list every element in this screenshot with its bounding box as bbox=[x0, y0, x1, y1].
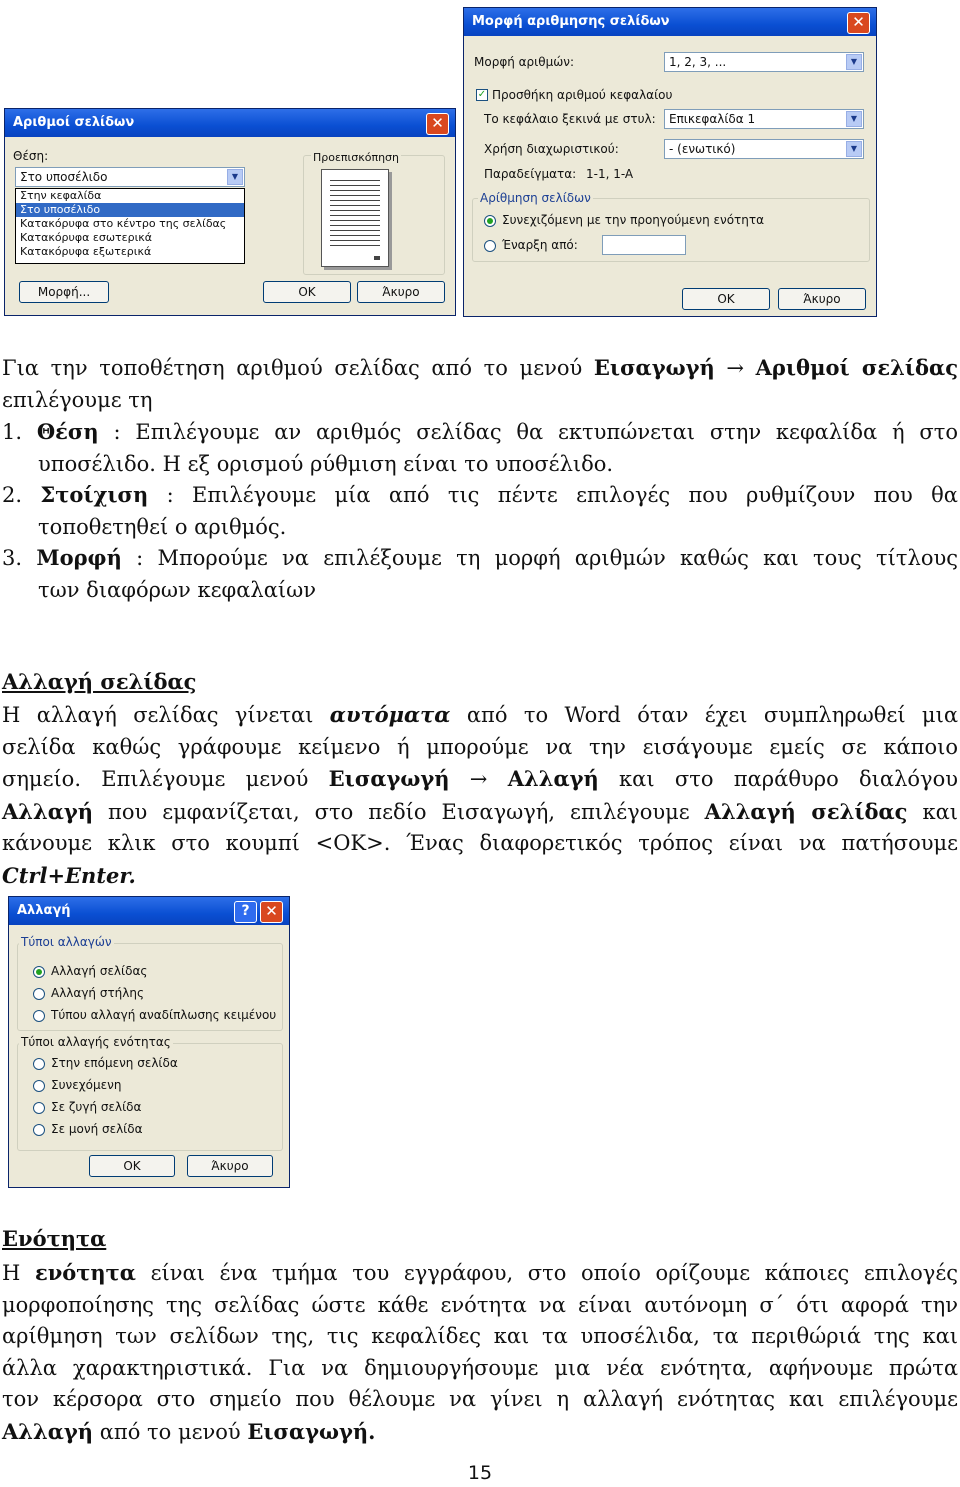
title-bar bbox=[464, 8, 876, 36]
title-bar bbox=[5, 109, 455, 137]
break-dialog bbox=[8, 896, 290, 1188]
section-types-label: Τύποι αλλαγής ενότητας bbox=[21, 1035, 171, 1049]
position-options-list bbox=[15, 188, 245, 264]
chapter-start-select[interactable] bbox=[664, 109, 864, 129]
item-text: : Επιλέγουμε μία από τις πέντε επιλογές που ρυθμίζουν που θα bbox=[148, 483, 958, 507]
item-text-cont: τοποθετηθεί ο αριθμός. bbox=[38, 514, 287, 539]
item-term: Θέση bbox=[36, 419, 99, 444]
ok-button[interactable]: OK bbox=[682, 288, 770, 310]
option-header[interactable]: Στην κεφαλίδα bbox=[20, 189, 102, 202]
section-paragraph bbox=[2, 1257, 958, 1448]
next-page-radio[interactable] bbox=[33, 1058, 45, 1070]
odd-page-radio[interactable] bbox=[33, 1124, 45, 1136]
option-footer[interactable]: Στο υποσέλιδο bbox=[16, 203, 244, 217]
auto-term: αυτόματα bbox=[329, 702, 451, 727]
option-vertical-center[interactable]: Κατακόρυφα στο κέντρο της σελίδας bbox=[20, 217, 227, 230]
arrow: → bbox=[449, 767, 508, 791]
page-number-format-dialog bbox=[463, 7, 877, 317]
text: κάνουμε κλικ στο κουμπί <OK>. Ένας διαφορετικός τρόπος είναι να πατήσουμε bbox=[2, 831, 958, 855]
chapter-start-label: Το κεφάλαιο ξεκινά με στυλ: bbox=[484, 112, 656, 126]
section-heading: Ενότητα bbox=[2, 1226, 107, 1251]
text: από το Word όταν έχει συμπληρωθεί μια bbox=[450, 703, 959, 727]
position-value: Στο υποσέλιδο bbox=[20, 170, 108, 184]
text: αρίθμηση των σελίδων της, τις κεφαλίδες και τα υποσέλιδα, τα περιθώριά της και bbox=[2, 1324, 958, 1348]
help-icon[interactable]: ? bbox=[234, 901, 257, 923]
start-at-input[interactable] bbox=[602, 235, 686, 255]
menu-insert: Εισαγωγή. bbox=[247, 1418, 376, 1444]
intro-text-2: επιλέγουμε τη bbox=[2, 387, 153, 412]
column-break-label: Αλλαγή στήλης bbox=[51, 986, 145, 1000]
text: που εμφανίζεται, στο πεδίο Εισαγωγή, επιλέγουμε bbox=[93, 799, 705, 824]
separator-select[interactable] bbox=[664, 139, 864, 159]
item-number: 1. bbox=[2, 420, 23, 444]
arrow: → bbox=[726, 356, 744, 380]
preview-page bbox=[321, 169, 389, 267]
preview-label: Προεπισκόπηση bbox=[313, 151, 399, 164]
page-break-radio[interactable] bbox=[33, 966, 45, 978]
item-text-cont: των διαφόρων κεφαλαίων bbox=[38, 577, 317, 602]
item-text: : Επιλέγουμε αν αριθμός σελίδας θα εκτυπώνεται στην κεφαλίδα ή στο bbox=[98, 420, 958, 444]
text: Η bbox=[2, 1261, 35, 1285]
dialog-title: Αριθμοί σελίδων bbox=[13, 115, 135, 130]
cancel-button[interactable]: Άκυρο bbox=[357, 281, 445, 303]
position-label: Θέση: bbox=[13, 149, 49, 163]
text: από το μενού bbox=[93, 1419, 248, 1444]
text: σημείο. Επιλέγουμε μενού bbox=[2, 767, 329, 791]
page-break-paragraph bbox=[2, 699, 958, 892]
page-number: 15 bbox=[467, 1462, 493, 1484]
title-bar bbox=[9, 897, 289, 925]
intro-text: Για την τοποθέτηση αριθμού σελίδας από το μενού bbox=[2, 356, 594, 380]
format-value: 1, 2, 3, ... bbox=[669, 55, 727, 69]
chevron-down-icon[interactable]: ▼ bbox=[846, 141, 862, 157]
option-vertical-inside[interactable]: Κατακόρυφα εσωτερικά bbox=[20, 231, 153, 244]
even-page-label: Σε ζυγή σελίδα bbox=[51, 1100, 142, 1114]
start-at-radio[interactable] bbox=[484, 240, 496, 252]
include-chapter-label: Προσθήκη αριθμού κεφαλαίου bbox=[492, 88, 673, 102]
intro-paragraph bbox=[2, 352, 958, 416]
page-break-term: Αλλαγή σελίδας bbox=[704, 798, 908, 824]
dialog-title: Αλλαγή bbox=[17, 903, 71, 918]
menu-insert: Εισαγωγή bbox=[328, 766, 450, 791]
dialog-title: Μορφή αριθμησης σελίδων bbox=[472, 14, 670, 29]
cancel-button[interactable]: Άκυρο bbox=[187, 1155, 273, 1177]
menu-break: Αλλαγή bbox=[2, 1418, 94, 1444]
section-term: ενότητα bbox=[34, 1260, 136, 1285]
dialog-break-term: Αλλαγή bbox=[2, 798, 94, 824]
menu-page-numbers: Αριθμοί σελίδας bbox=[755, 355, 958, 380]
start-at-label: Έναρξη από: bbox=[502, 238, 578, 252]
list-item-3 bbox=[2, 542, 958, 606]
position-select[interactable] bbox=[15, 167, 245, 187]
include-chapter-checkbox[interactable]: ✓ bbox=[477, 89, 487, 100]
menu-break: Αλλαγή bbox=[507, 766, 599, 791]
format-label: Μορφή αριθμών: bbox=[474, 55, 575, 69]
menu-insert: Εισαγωγή bbox=[593, 355, 715, 380]
text: είναι ένα τμήμα του εγγράφου, στο οποίο ορίζουμε κάποιες επιλογές bbox=[135, 1261, 958, 1285]
odd-page-label: Σε μονή σελίδα bbox=[51, 1122, 143, 1136]
chevron-down-icon[interactable]: ▼ bbox=[846, 111, 862, 127]
continuous-radio[interactable] bbox=[33, 1080, 45, 1092]
chevron-down-icon[interactable]: ▼ bbox=[227, 169, 243, 185]
item-term: Στοίχιση bbox=[40, 482, 149, 507]
next-page-label: Στην επόμενη σελίδα bbox=[51, 1056, 178, 1070]
text: και bbox=[907, 799, 959, 824]
format-button[interactable]: Μορφή... bbox=[19, 281, 109, 303]
item-text-cont: υποσέλιδο. Η εξ ορισμού ρύθμιση είναι το υποσέλιδο. bbox=[38, 451, 614, 476]
text: σελίδα καθώς γράφουμε κείμενο ή μπορούμε να την εισάγουμε εμείς σε κάποιο bbox=[2, 734, 958, 759]
item-number: 2. bbox=[2, 483, 23, 507]
item-term: Μορφή bbox=[36, 545, 122, 570]
text: μορφοποίησης της σελίδας ώστε κάθε ενότητα να είναι αυτόνομη σ΄ ότι αφορά την bbox=[2, 1292, 958, 1317]
text-wrap-label: Τύπου αλλαγή αναδίπλωσης κειμένου bbox=[51, 1008, 277, 1022]
text: και στο παράθυρο διαλόγου bbox=[598, 767, 958, 791]
cancel-button[interactable]: Άκυρο bbox=[778, 288, 866, 310]
continue-radio[interactable] bbox=[484, 215, 496, 227]
numbering-group-label: Αρίθμηση σελίδων bbox=[480, 191, 591, 205]
option-vertical-outside[interactable]: Κατακόρυφα εξωτερικά bbox=[20, 245, 152, 258]
page-numbers-dialog bbox=[4, 108, 456, 316]
column-break-radio[interactable] bbox=[33, 988, 45, 1000]
list-item-1 bbox=[2, 416, 958, 480]
continue-label: Συνεχιζόμενη με την προηγούμενη ενότητα bbox=[502, 213, 765, 227]
ok-button[interactable]: OK bbox=[89, 1155, 175, 1177]
close-icon[interactable]: ✕ bbox=[260, 901, 283, 923]
ctrl-enter: Ctrl+Enter. bbox=[2, 862, 136, 888]
item-number: 3. bbox=[2, 546, 23, 570]
close-icon[interactable]: ✕ bbox=[426, 113, 449, 135]
ok-button[interactable]: OK bbox=[263, 281, 351, 303]
page-break-heading: Αλλαγή σελίδας bbox=[2, 669, 197, 694]
text-wrap-radio[interactable] bbox=[33, 1010, 45, 1022]
examples-value: 1-1, 1-A bbox=[586, 167, 634, 181]
text: τον κέρσορα στο σημείο που θέλουμε να γίνει η αλλαγή ενότητας και επιλέγουμε bbox=[2, 1387, 958, 1411]
break-types-label: Τύποι αλλαγών bbox=[21, 935, 112, 949]
text: Η αλλαγή σελίδας γίνεται bbox=[2, 703, 330, 727]
list-item-2 bbox=[2, 479, 958, 543]
item-text: : Μπορούμε να επιλέξουμε τη μορφή αριθμών καθώς και τους τίτλους bbox=[121, 546, 958, 570]
chevron-down-icon[interactable]: ▼ bbox=[846, 54, 862, 70]
even-page-radio[interactable] bbox=[33, 1102, 45, 1114]
close-icon[interactable]: ✕ bbox=[847, 12, 870, 34]
continuous-label: Συνεχόμενη bbox=[51, 1078, 122, 1092]
chapter-start-value: Επικεφαλίδα 1 bbox=[669, 112, 756, 126]
format-select[interactable] bbox=[664, 52, 864, 72]
examples-label: Παραδείγματα: bbox=[484, 167, 577, 181]
separator-value: - (ενωτικό) bbox=[669, 142, 736, 156]
text: άλλα χαρακτηριστικά. Για να δημιουργήσουμε μια νέα ενότητα, αφήνουμε πρώτα bbox=[2, 1355, 958, 1380]
page-break-label: Αλλαγή σελίδας bbox=[51, 964, 148, 978]
separator-label: Χρήση διαχωριστικού: bbox=[484, 142, 619, 156]
